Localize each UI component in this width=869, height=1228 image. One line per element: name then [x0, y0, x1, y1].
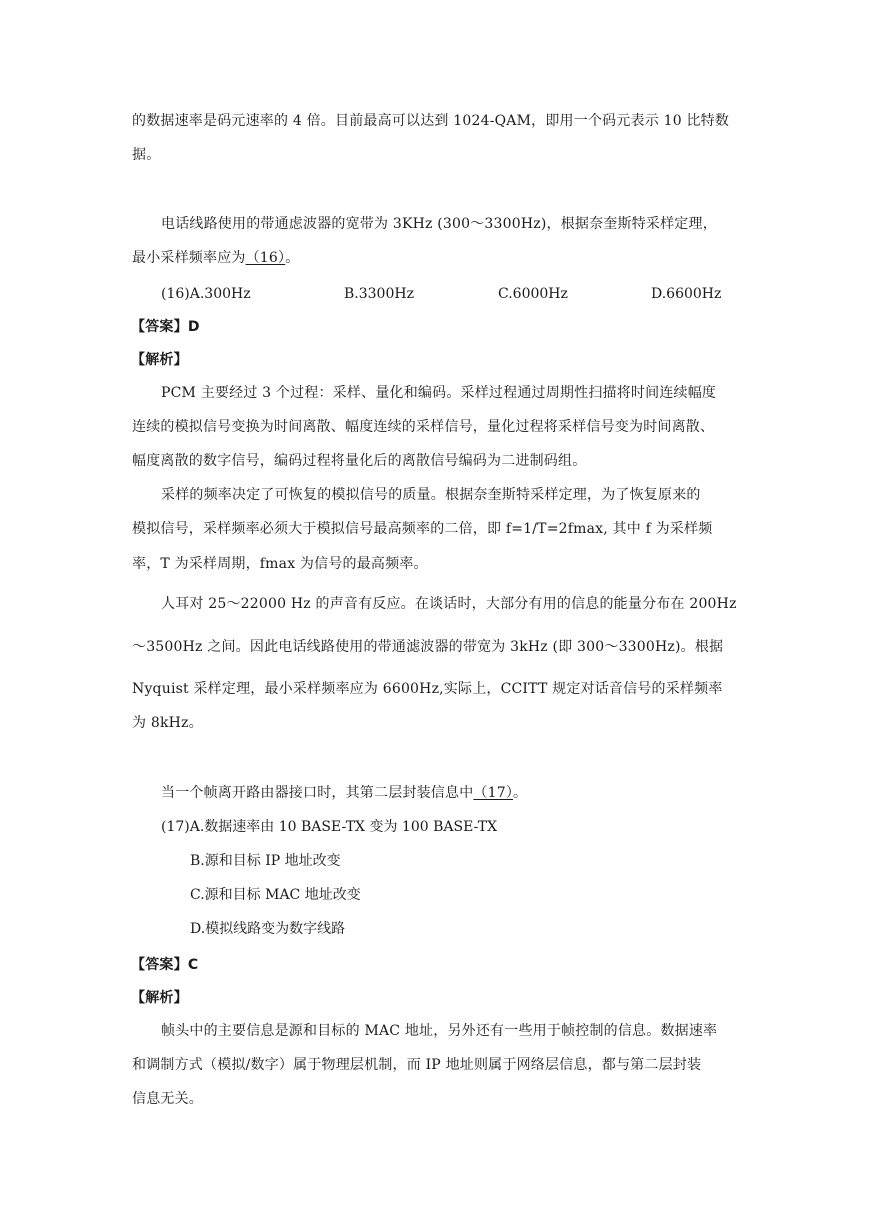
q16-stem-line-2: [132, 249, 299, 267]
q16-option-a: (16)A.300Hz: [161, 286, 251, 302]
q17-analysis-line-2: 和调制方式（模拟/数字）属于物理层机制，而 IP 地址则属于网络层信息，都与第二层封装: [132, 1057, 702, 1073]
q17-answer: [131, 956, 198, 974]
q17-option-d: D.模拟线路变为数字线路: [190, 921, 346, 937]
q16-option-b: B.3300Hz: [344, 286, 414, 302]
q16-option-c: C.6000Hz: [498, 286, 568, 302]
q16-analysis-line-2: 连续的模拟信号变换为时间离散、幅度连续的采样信号，量化过程将采样信号变为时间离散、: [132, 419, 715, 435]
q16-analysis-line-9: Nyquist 采样定理，最小采样频率应为 6600Hz,实际上，CCITT 规定对话音信号的采样频率: [132, 681, 723, 697]
q16-analysis-line-7: 人耳对 25～22000 Hz 的声音有反应。在谈话时，大部分有用的信息的能量分布在 200Hz: [161, 596, 737, 612]
q16-analysis-line-8: ～3500Hz 之间。因此电话线路使用的带通滤波器的带宽为 3kHz (即 300～3300Hz)。根据: [132, 639, 724, 655]
q17-answer-label: 【答案】: [131, 957, 188, 973]
q17-blank: （17）: [473, 785, 514, 801]
intro-line-1: 的数据速率是码元速率的 4 倍。目前最高可以达到 1024-QAM，即用一个码元表示 10 比特数: [132, 113, 730, 129]
q16-answer: [131, 318, 200, 336]
q17-analysis-line-1: 帧头中的主要信息是源和目标的 MAC 地址，另外还有一些用于帧控制的信息。数据速率: [161, 1023, 718, 1039]
q17-answer-value: C: [187, 957, 199, 973]
q16-analysis-line-1: PCM 主要经过 3 个过程：采样、量化和编码。采样过程通过周期性扫描将时间连续幅度: [161, 385, 717, 401]
q17-analysis-line-3: 信息无关。: [132, 1091, 203, 1107]
q16-stem-text: 最小采样频率应为: [132, 250, 246, 266]
q17-option-c: C.源和目标 MAC 地址改变: [190, 887, 361, 903]
q17-option-b: B.源和目标 IP 地址改变: [190, 853, 341, 869]
q17-analysis-label: 【解析】: [131, 990, 188, 1006]
q17-stem: [161, 784, 527, 802]
q16-analysis-line-6: 率，T 为采样周期，fmax 为信号的最高频率。: [132, 556, 428, 572]
q16-analysis-line-10: 为 8kHz。: [132, 715, 203, 731]
q16-answer-label: 【答案】: [131, 319, 188, 335]
q17-option-a: (17)A.数据速率由 10 BASE-TX 变为 100 BASE-TX: [161, 819, 498, 835]
q16-option-d: D.6600Hz: [651, 286, 722, 302]
q17-stem-end: 。: [513, 785, 528, 801]
q17-stem-text: 当一个帧离开路由器接口时，其第二层封装信息中: [161, 785, 474, 801]
q16-stem-line-1: 电话线路使用的带通虑波器的宽带为 3KHz (300～3300Hz)，根据奈奎斯特采样定理，: [161, 216, 717, 232]
intro-line-2: 据。: [132, 147, 161, 163]
q16-blank: （16）: [245, 250, 286, 266]
q16-analysis-label: 【解析】: [131, 352, 188, 368]
q16-analysis-line-3: 幅度离散的数字信号，编码过程将量化后的离散信号编码为二进制码组。: [132, 453, 587, 469]
q16-answer-value: D: [187, 319, 200, 335]
q16-stem-end: 。: [285, 250, 300, 266]
q16-analysis-line-5: 模拟信号，采样频率必须大于模拟信号最高频率的二倍，即 f=1/T=2fmax, 其中 f 为采样频: [132, 521, 713, 537]
q16-analysis-line-4: 采样的频率决定了可恢复的模拟信号的质量。根据奈奎斯特采样定理，为了恢复原来的: [161, 487, 701, 503]
